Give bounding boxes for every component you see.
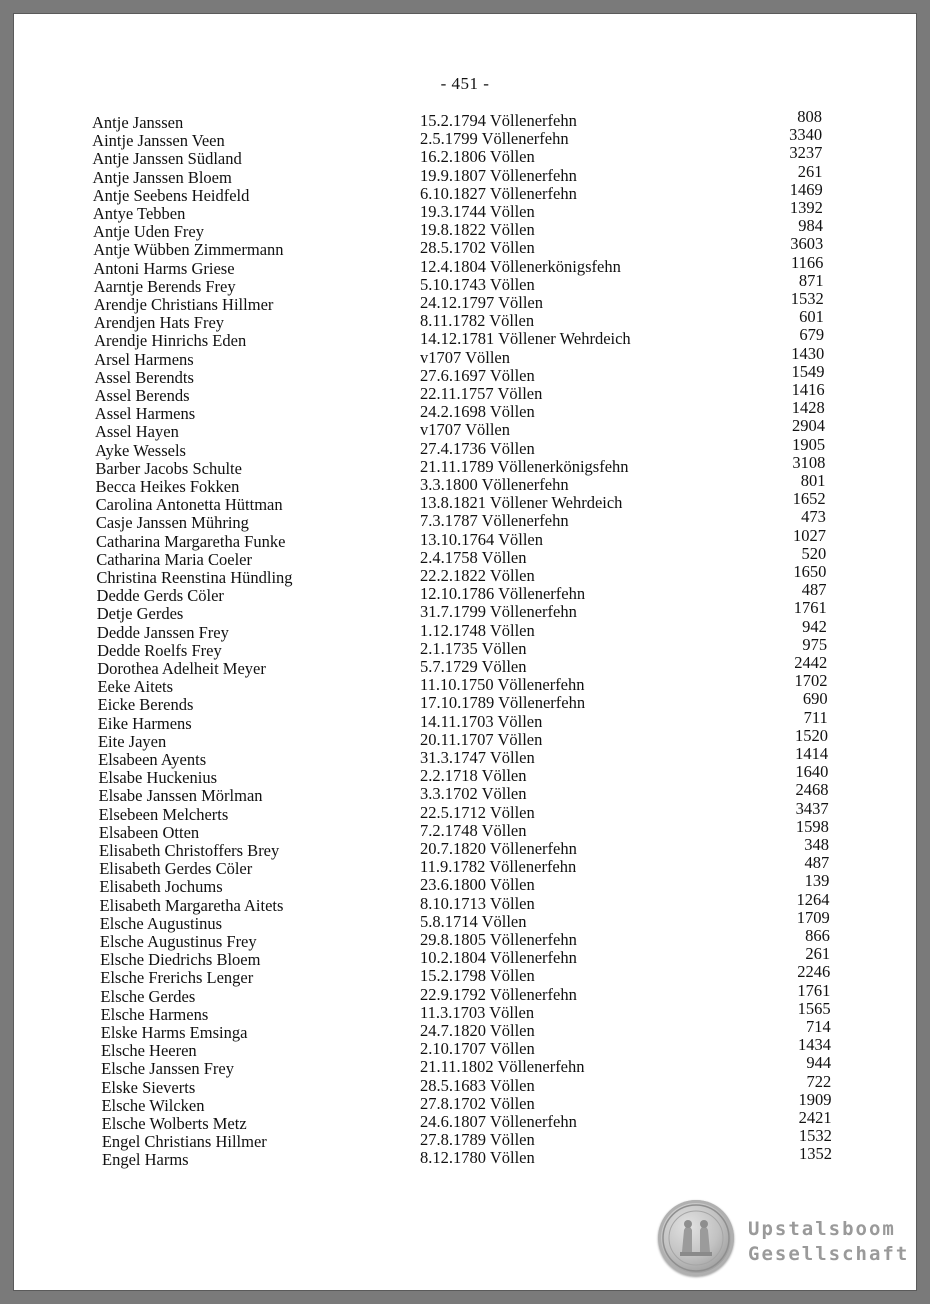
entry-date-place: 2.5.1799 Völlenerfehn (420, 129, 569, 149)
seal-logo-icon (658, 1200, 734, 1276)
entry-ref-number: 1166 (791, 252, 824, 272)
entry-ref-number: 942 (802, 616, 827, 636)
entry-name: Dedde Gerds Cöler (96, 586, 224, 606)
entry-name: Dedde Roelfs Frey (97, 640, 222, 660)
entry-date-place: 27.4.1736 Völlen (420, 438, 535, 458)
entry-date-place: 12.10.1786 Völlenerfehn (420, 584, 586, 604)
entry-ref-number: 1640 (795, 762, 829, 782)
entry-name: Aarntje Berends Frey (93, 276, 236, 296)
entry-date-place: 23.6.1800 Völlen (420, 875, 535, 895)
entry-name: Antje Wübben Zimmermann (93, 240, 284, 260)
entry-name: Elisabeth Margaretha Aitets (99, 895, 284, 915)
entry-name: Dorothea Adelheit Meyer (97, 659, 266, 678)
entry-name: Assel Berendts (94, 367, 194, 387)
entry-ref-number: 711 (803, 707, 828, 727)
entry-date-place: 22.11.1757 Völlen (420, 384, 543, 403)
entry-name: Assel Hayen (94, 422, 179, 442)
entry-ref-number: 714 (806, 1017, 831, 1036)
entry-name: Ayke Wessels (95, 440, 186, 460)
entry-ref-number: 3340 (789, 125, 823, 145)
entry-date-place: 8.11.1782 Völlen (420, 311, 535, 331)
entry-name: Antye Tebben (92, 204, 186, 223)
entry-name: Elsche Frerichs Lenger (100, 968, 254, 988)
entry-date-place: 15.2.1794 Völlenerfehn (420, 111, 577, 130)
entry-name: Elisabeth Christoffers Brey (99, 841, 280, 860)
entry-date-place: v1707 Völlen (420, 347, 510, 367)
entry-ref-number: 1702 (794, 671, 828, 691)
entry-ref-number: 261 (797, 161, 823, 181)
entry-ref-number: 348 (804, 835, 830, 854)
entry-name: Elsche Janssen Frey (101, 1059, 234, 1079)
entry-ref-number: 1761 (797, 980, 831, 1000)
entry-ref-number: 1652 (792, 489, 826, 509)
entry-name: Eicke Berends (97, 695, 194, 715)
entry-name: Eike Harmens (97, 713, 192, 733)
entry-ref-number: 801 (800, 471, 826, 490)
entry-name: Elsche Heeren (100, 1041, 197, 1061)
entry-ref-number: 722 (806, 1071, 832, 1091)
entry-name: Assel Harmens (94, 404, 196, 424)
entry-date-place: 2.10.1707 Völlen (420, 1039, 535, 1059)
entry-ref-number: 520 (801, 543, 827, 563)
entry-ref-number: 1352 (799, 1144, 832, 1164)
entry-name: Elisabeth Gerdes Cöler (99, 859, 253, 879)
entry-name: Elsabe Janssen Mörlman (98, 786, 263, 806)
entry-date-place: 21.11.1802 Völlenerfehn (420, 1057, 585, 1077)
entry-date-place: 28.5.1702 Völlen (420, 238, 535, 258)
entry-name: Elsche Augustinus (99, 913, 223, 933)
entry-date-place: 8.10.1713 Völlen (420, 893, 535, 913)
entry-ref-number: 808 (797, 107, 822, 126)
entry-date-place: 27.8.1789 Völlen (420, 1130, 535, 1150)
entry-ref-number: 487 (804, 853, 830, 873)
entry-name: Catharina Margaretha Funke (96, 531, 286, 551)
entry-name: Elsebeen Melcherts (98, 804, 229, 824)
entry-ref-number: 1027 (793, 525, 827, 545)
entry-name: Elske Sieverts (101, 1077, 196, 1097)
entry-date-place: 21.11.1789 Völlenerkönigsfehn (420, 456, 629, 476)
entry-date-place: 14.11.1703 Völlen (420, 711, 543, 731)
entry-date-place: 5.8.1714 Völlen (420, 911, 527, 931)
entry-name: Elsche Diedrichs Bloem (100, 950, 261, 970)
entry-name: Carolina Antonetta Hüttman (95, 495, 283, 515)
entry-date-place: 19.9.1807 Völlenerfehn (420, 165, 577, 185)
entry-ref-number: 261 (805, 944, 831, 964)
entry-ref-number: 1430 (791, 343, 825, 363)
entry-ref-number: 1392 (789, 198, 823, 217)
entry-date-place: 5.10.1743 Völlen (420, 274, 535, 294)
entry-name: Casje Janssen Mühring (95, 513, 249, 533)
entry-ref-number: 2421 (798, 1108, 832, 1127)
entry-ref-number: 1565 (797, 998, 831, 1018)
entry-date-place: 3.3.1800 Völlenerfehn (420, 475, 569, 494)
entry-date-place: 16.2.1806 Völlen (420, 147, 535, 167)
entry-ref-number: 1434 (797, 1035, 831, 1055)
entry-ref-number: 690 (802, 689, 828, 709)
entry-ref-number: 1905 (792, 434, 826, 454)
entry-ref-number: 1761 (793, 598, 827, 618)
entry-name: Antje Janssen (92, 113, 184, 132)
entry-ref-number: 1264 (796, 889, 830, 909)
entry-ref-number: 2468 (795, 780, 829, 800)
entry-name: Elisabeth Jochums (99, 877, 223, 897)
entry-date-place: 17.10.1789 Völlenerfehn (420, 693, 586, 713)
entry-date-place: 10.2.1804 Völlenerfehn (420, 948, 577, 968)
entry-name: Arsel Harmens (94, 349, 194, 369)
entry-ref-number: 1428 (791, 398, 825, 418)
page-number: - 451 - (440, 74, 490, 93)
entry-date-place: 13.10.1764 Völlen (420, 529, 543, 549)
entry-ref-number: 1549 (791, 361, 825, 381)
entry-name: Elsche Gerdes (100, 986, 196, 1006)
entry-date-place: 11.10.1750 Völlenerfehn (420, 675, 585, 695)
entry-name: Antoni Harms Griese (93, 258, 235, 278)
entry-date-place: 24.2.1698 Völlen (420, 402, 535, 422)
entry-ref-number: 2246 (797, 962, 831, 982)
entry-name: Eite Jayen (97, 731, 167, 751)
entry-date-place: 22.5.1712 Völlen (420, 802, 535, 822)
entry-date-place: 2.2.1718 Völlen (420, 766, 527, 786)
entry-name: Elsche Harmens (100, 1004, 209, 1024)
entry-ref-number: 1414 (795, 744, 829, 763)
entry-date-place: 28.5.1683 Völlen (420, 1075, 535, 1095)
entry-name: Elsabeen Ayents (98, 750, 207, 769)
entry-date-place: 8.12.1780 Völlen (420, 1148, 535, 1168)
entry-name: Antje Seebens Heidfeld (92, 185, 250, 205)
entry-date-place: 7.3.1787 Völlenerfehn (420, 511, 569, 531)
entry-name: Engel Harms (102, 1150, 189, 1170)
entry-ref-number: 2442 (794, 653, 828, 672)
entry-ref-number: 139 (804, 871, 830, 891)
entry-name: Antje Janssen Südland (92, 149, 242, 169)
entry-name: Elske Harms Emsinga (100, 1023, 248, 1042)
entry-date-place: 14.12.1781 Völlener Wehrdeich (420, 329, 631, 349)
entry-ref-number: 984 (798, 216, 824, 236)
entry-ref-number: 944 (806, 1053, 832, 1073)
entry-date-place: 22.2.1822 Völlen (420, 566, 535, 585)
entry-ref-number: 2904 (791, 416, 825, 436)
entry-date-place: 29.8.1805 Völlenerfehn (420, 930, 577, 949)
entry-name: Elsabeen Otten (98, 822, 200, 842)
entry-date-place: 20.11.1707 Völlen (420, 729, 543, 749)
entry-name: Engel Christians Hillmer (101, 1132, 267, 1152)
entry-date-place: 27.8.1702 Völlen (420, 1093, 535, 1113)
entry-name: Arendjen Hats Frey (93, 313, 225, 333)
entry-name: Aintje Janssen Veen (92, 131, 225, 151)
entry-ref-number: 1709 (796, 907, 830, 927)
entry-name: Assel Berends (94, 386, 190, 405)
entry-date-place: 6.10.1827 Völlenerfehn (420, 183, 577, 203)
entry-ref-number: 1532 (790, 289, 824, 308)
entry-date-place: 19.8.1822 Völlen (420, 220, 535, 240)
logo-text-line2: Gesellschaft (748, 1243, 910, 1265)
entry-ref-number: 487 (801, 580, 827, 600)
entry-name: Christina Reenstina Hündling (96, 568, 293, 587)
entry-ref-number: 1909 (798, 1089, 832, 1109)
entry-name: Barber Jacobs Schulte (95, 458, 242, 478)
entry-ref-number: 1650 (793, 562, 827, 581)
entry-name: Catharina Maria Coeler (96, 549, 252, 569)
entry-date-place: 27.6.1697 Völlen (420, 365, 535, 385)
entry-name: Eeke Aitets (97, 677, 174, 697)
entry-ref-number: 679 (799, 325, 825, 345)
register-row (0, 1144, 930, 1170)
entry-ref-number: 3237 (789, 143, 823, 163)
entry-ref-number: 3437 (795, 798, 829, 818)
entry-date-place: 13.8.1821 Völlener Wehrdeich (420, 493, 623, 513)
entry-date-place: 24.7.1820 Völlen (420, 1021, 535, 1040)
entry-date-place: 31.7.1799 Völlenerfehn (420, 602, 577, 622)
entry-ref-number: 1469 (789, 179, 823, 199)
entry-date-place: 2.1.1735 Völlen (420, 638, 527, 658)
entry-ref-number: 871 (798, 270, 824, 290)
entry-date-place: 2.4.1758 Völlen (420, 547, 527, 567)
entry-date-place: 19.3.1744 Völlen (420, 202, 535, 221)
entry-ref-number: 3108 (792, 452, 826, 472)
entry-date-place: 5.7.1729 Völlen (420, 657, 527, 676)
entry-date-place: 22.9.1792 Völlenerfehn (420, 984, 577, 1004)
entry-ref-number: 473 (801, 507, 826, 527)
entry-name: Elsche Wolberts Metz (101, 1114, 247, 1133)
entry-ref-number: 975 (802, 634, 828, 654)
entry-name: Antje Uden Frey (93, 222, 204, 242)
entry-date-place: 3.3.1702 Völlen (420, 784, 527, 804)
entry-name: Elsabe Huckenius (98, 768, 217, 788)
entry-name: Arendje Hinrichs Eden (94, 331, 247, 351)
entry-date-place: 11.9.1782 Völlenerfehn (420, 857, 577, 877)
entry-name: Elsche Wilcken (101, 1095, 205, 1115)
entry-date-place: 31.3.1747 Völlen (420, 748, 535, 767)
entry-date-place: 12.4.1804 Völlenerkönigsfehn (420, 256, 621, 276)
entry-ref-number: 1598 (795, 816, 829, 836)
entry-ref-number: 1532 (798, 1126, 832, 1146)
entry-name: Arendje Christians Hillmer (93, 295, 274, 314)
entry-ref-number: 1416 (791, 380, 825, 399)
entry-name: Dedde Janssen Frey (96, 622, 229, 642)
entry-name: Detje Gerdes (96, 604, 184, 624)
entry-date-place: 24.12.1797 Völlen (420, 293, 543, 312)
logo-text-line1: Upstalsboom (748, 1218, 896, 1240)
entry-ref-number: 1520 (794, 725, 828, 745)
entry-date-place: 1.12.1748 Völlen (420, 620, 535, 640)
entry-date-place: 11.3.1703 Völlen (420, 1002, 535, 1022)
entry-date-place: 20.7.1820 Völlenerfehn (420, 839, 577, 858)
entry-date-place: 15.2.1798 Völlen (420, 966, 535, 986)
entry-name: Antje Janssen Bloem (92, 167, 232, 187)
entry-ref-number: 866 (805, 926, 830, 945)
entry-name: Becca Heikes Fokken (95, 477, 240, 496)
entry-date-place: 24.6.1807 Völlenerfehn (420, 1112, 577, 1131)
entry-date-place: 7.2.1748 Völlen (420, 820, 527, 840)
entry-ref-number: 601 (799, 307, 824, 327)
entry-name: Elsche Augustinus Frey (99, 932, 257, 951)
entry-ref-number: 3603 (790, 234, 824, 254)
entry-date-place: v1707 Völlen (420, 420, 510, 440)
